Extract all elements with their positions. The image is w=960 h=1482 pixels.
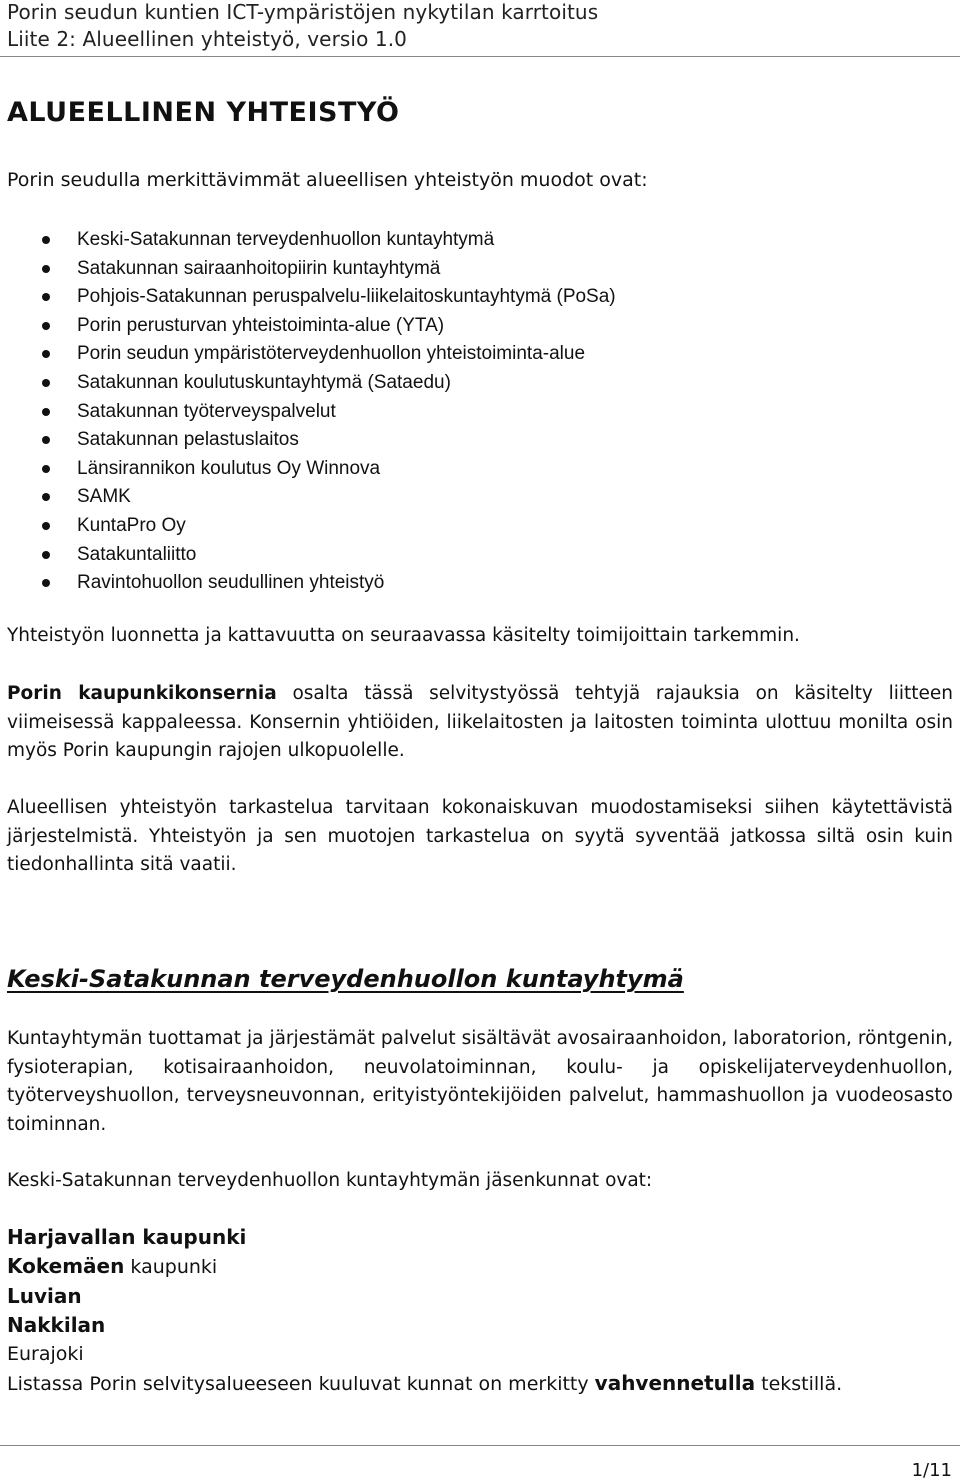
bullet-icon	[42, 236, 50, 244]
page-title: ALUEELLINEN YHTEISTYÖ	[7, 97, 400, 128]
services-paragraph: Kuntayhtymän tuottamat ja järjestämät palvelut sisältävät avosairaanhoidon, laboratorion, röntgenin, fysioterapian, kotisairaanhoidon, neuvolatoiminnan, koulu- ja opiskelijaterveydenhuollon, työterveyshuollon, terveysneuvonnan, erityistyöntekijöiden palvelut, hammashuollon ja vuodeosasto toiminnan.	[7, 1028, 953, 1136]
header-attachment-title: Liite 2: Alueellinen yhteistyö, versio 1.0	[7, 27, 407, 51]
members-note-bold: vahvennetulla	[594, 1371, 756, 1395]
konserni-paragraph	[7, 680, 953, 766]
member-nakkila: Nakkilan	[7, 1313, 106, 1337]
members-note	[7, 1369, 842, 1399]
bullet-icon	[42, 551, 50, 559]
scope-paragraph: Yhteistyön luonnetta ja kattavuutta on seuraavassa käsitelty toimijoittain tarkemmin.	[7, 625, 800, 646]
bullet-icon	[42, 436, 50, 444]
bullet-icon	[42, 293, 50, 301]
bullet-icon	[42, 379, 50, 387]
konserni-emphasis: Porin kaupunkikonsernia	[7, 683, 277, 704]
intro-text: Porin seudulla merkittävimmät alueellisen yhteistyön muodot ovat:	[7, 169, 648, 191]
page-number: 1/11	[911, 1460, 952, 1481]
bullet-icon	[42, 579, 50, 587]
section-heading: Keski-Satakunnan terveydenhuollon kuntayhtymä	[7, 965, 684, 993]
member-municipalities	[7, 1223, 842, 1399]
konserni-text: osalta tässä selvitystyössä tehtyjä rajauksia on käsitelty liitteen viimeisessä kappaleessa. Konsernin yhtiöiden, liikelaitosten ja laitosten toiminta ulottuu monilta osin myös Porin kaupungin rajojen ulkopuolelle.	[7, 683, 953, 762]
header-document-title: Porin seudun kuntien ICT-ympäristöjen nykytilan karrtoitus	[7, 0, 599, 24]
bullet-icon	[42, 465, 50, 473]
member-kokemaki-rest: kaupunki	[124, 1256, 218, 1278]
members-note-post: tekstillä.	[755, 1373, 843, 1395]
member-luvia: Luvian	[7, 1284, 82, 1308]
bullet-icon	[42, 522, 50, 530]
member-kokemaki	[7, 1252, 842, 1282]
bullet-icon	[42, 493, 50, 501]
members-intro: Keski-Satakunnan terveydenhuollon kuntayhtymän jäsenkunnat ovat:	[7, 1170, 653, 1191]
bullet-icon	[42, 322, 50, 330]
member-harjavalta: Harjavallan kaupunki	[7, 1225, 247, 1249]
members-note-pre: Listassa Porin selvitysalueeseen kuuluvat kunnat on merkitty	[7, 1373, 595, 1395]
bullet-icon	[42, 265, 50, 273]
regional-paragraph: Alueellisen yhteistyön tarkastelua tarvitaan kokonaiskuvan muodostamiseksi siihen käytettävistä järjestelmistä. Yhteistyön ja sen muotojen tarkastelua on syytä syventää jatkossa siltä osin kuin tiedonhallinta sitä vaatii.	[7, 797, 953, 876]
bullet-icon	[42, 350, 50, 358]
member-kokemaki-bold: Kokemäen	[7, 1254, 125, 1278]
member-eurajoki: Eurajoki	[7, 1343, 84, 1365]
footer-divider	[0, 1445, 960, 1446]
header-divider	[0, 56, 960, 57]
bullet-icon	[42, 408, 50, 416]
